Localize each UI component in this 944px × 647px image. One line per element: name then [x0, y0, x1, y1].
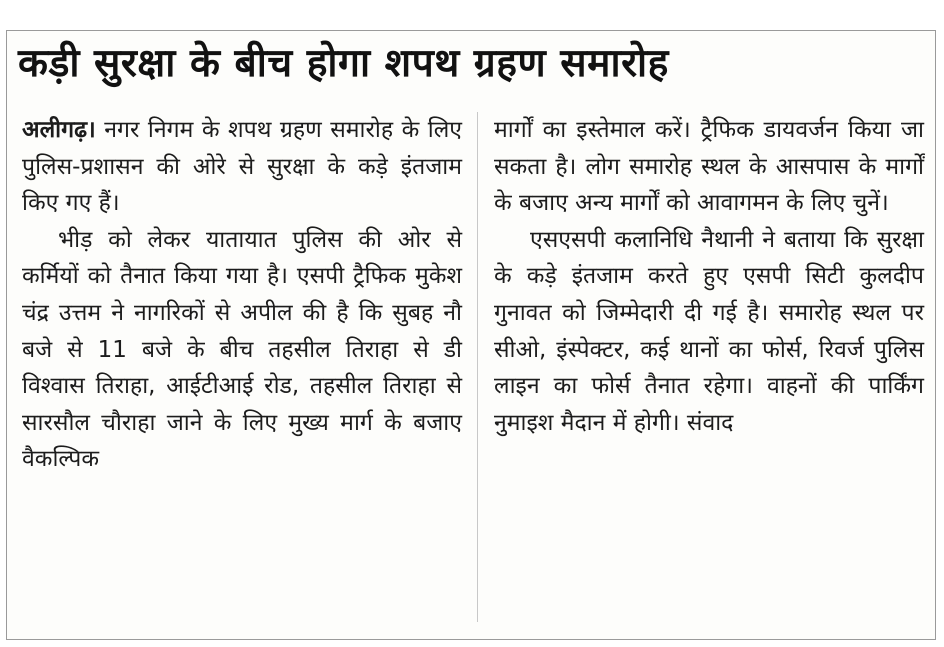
byline: संवाद [686, 409, 734, 436]
paragraph-2: भीड़ को लेकर यातायात पुलिस की ओर से कर्मियों को तैनात किया गया है। एसपी ट्रैफिक मुकेश चंद्र उत्तम ने नागरिकों से अपील की है कि सुबह नौ बजे से 11 बजे के बीच तहसील तिराहा से डी विश्वास तिराहा, आईटीआई रोड, तहसील तिराहा से सारसौल चौराहा जाने के लिए मुख्य मार्ग के बजाए वैकल्पिक [22, 226, 462, 473]
article-column-left [22, 112, 462, 478]
paragraph-3 [494, 222, 924, 442]
paragraph-1 [22, 112, 462, 222]
paragraph-3-text: एसएसपी कलानिधि नैथानी ने बताया कि सुरक्षा के कड़े इंतजाम करते हुए एसपी सिटी कुलदीप गुनावत को जिम्मेदारी दी गई है। समारोह स्थल पर सीओ, इंस्पेक्टर, कई थानों का फोर्स, रिवर्ज पुलिस लाइन का फोर्स तैनात रहेगा। वाहनों की पार्किंग नुमाइश मैदान में होगी। [494, 226, 924, 436]
column-divider [477, 112, 478, 622]
paragraph-2-continued: मार्गों का इस्तेमाल करें। ट्रैफिक डायवर्जन किया जा सकता है। लोग समारोह स्थल के आसपास के मार्गों के बजाए अन्य मार्गों को आवागमन के लिए चुनें। [494, 117, 924, 217]
headline: कड़ी सुरक्षा के बीच होगा शपथ ग्रहण समारोह [18, 41, 669, 86]
article-column-right [494, 112, 924, 441]
dateline: अलीगढ़। [22, 117, 96, 143]
paragraph-1-text: नगर निगम के शपथ ग्रहण समारोह के लिए पुलिस-प्रशासन की ओरे से सुरक्षा के कड़े इंतजाम किए गए हैं। [22, 117, 463, 217]
